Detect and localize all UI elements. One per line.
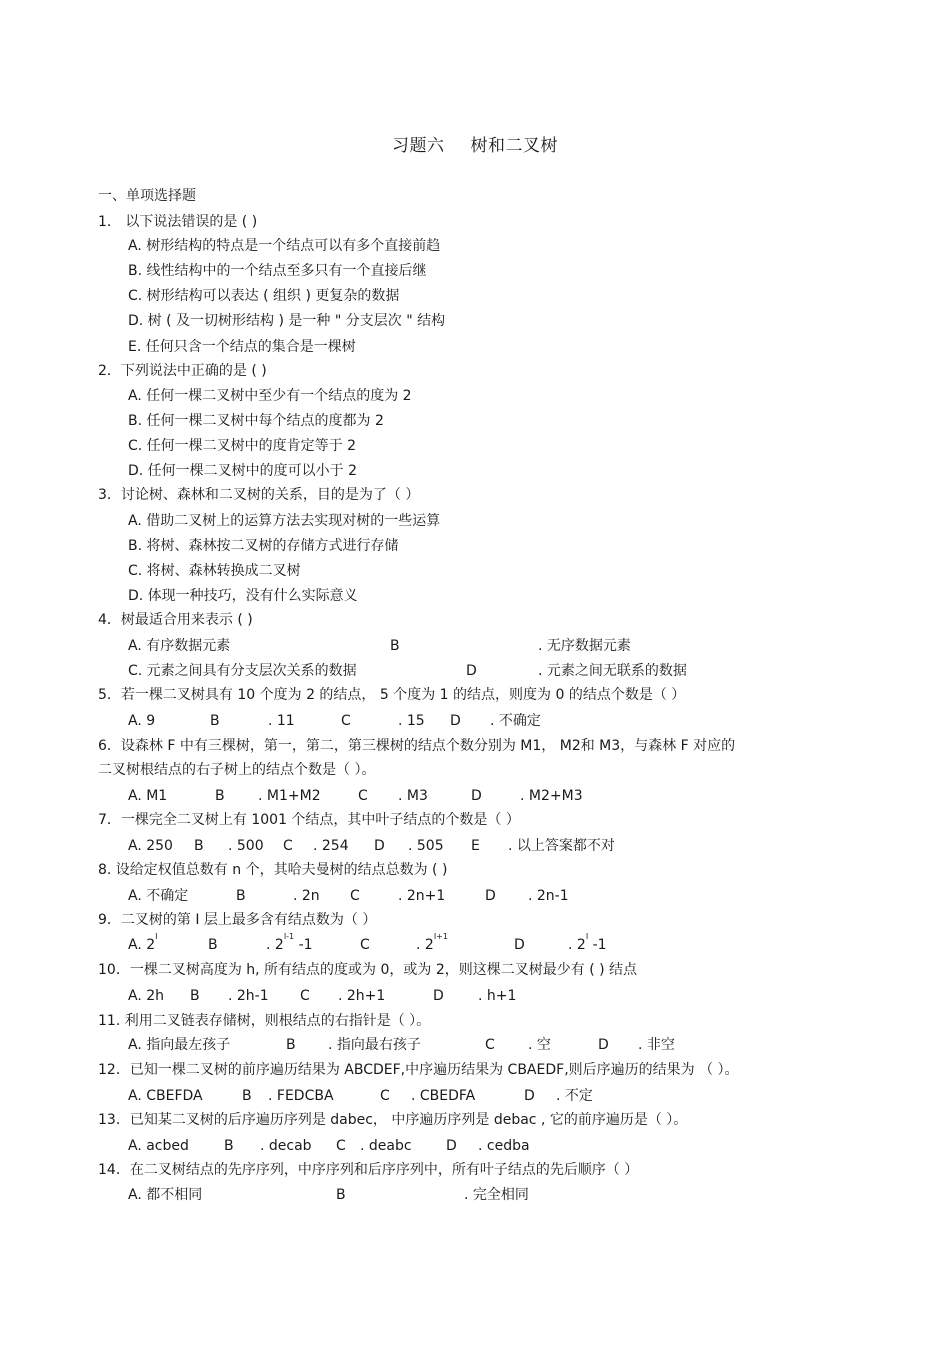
q9-option-c: . $2^{I+1}$	[416, 932, 448, 953]
q14-option-segment: B	[336, 1187, 346, 1203]
q10-option-segment: . 2h+1	[338, 988, 386, 1004]
q10-options-row	[128, 986, 828, 1006]
q6-option-segment: . M3	[398, 788, 428, 804]
q4-option-segment: B	[390, 638, 400, 654]
q1-option-a: A. 树形结构的特点是一个结点可以有多个直接前趋	[128, 238, 441, 254]
question-5-stem: 5．若一棵二叉树具有 10 个度为 2 的结点， 5 个度为 1 的结点，则度为 0 的结点个数是（ ）	[98, 687, 686, 703]
q13-option-segment: A. acbed	[128, 1138, 189, 1154]
q5-option-segment: . 15	[398, 713, 425, 729]
question-1-stem: 1． 以下说法错误的是 ( )	[98, 214, 258, 230]
q13-option-segment: B	[224, 1138, 234, 1154]
q10-option-segment: . h+1	[478, 988, 517, 1004]
q12-option-segment: . FEDCBA	[268, 1088, 334, 1104]
q7-option-segment: . 505	[408, 838, 444, 854]
title-part1: 习题六	[392, 136, 445, 156]
q5-options-row	[128, 711, 828, 731]
question-12-stem: 12．已知一棵二叉树的前序遍历结果为 ABCDEF,中序遍历结果为 CBAEDF,则后序遍历的结果为 （ ）。	[98, 1062, 739, 1078]
q12-option-segment: C	[380, 1088, 390, 1104]
q2-option-c: C. 任何一棵二叉树中的度肯定等于 2	[128, 438, 357, 454]
q7-option-segment: E	[471, 838, 480, 854]
question-11-stem: 11. 利用二叉链表存储树，则根结点的右指针是（ ）。	[98, 1013, 431, 1029]
q5-option-segment: D	[450, 713, 461, 729]
q11-option-segment: A. 指向最左孩子	[128, 1037, 231, 1053]
q2-option-d: D. 任何一棵二叉树中的度可以小于 2	[128, 463, 358, 479]
q2-option-a: A. 任何一棵二叉树中至少有一个结点的度为 2	[128, 388, 412, 404]
q6-option-segment: B	[215, 788, 225, 804]
page-title	[0, 131, 950, 156]
q4-option-segment: A. 有序数据元素	[128, 638, 231, 654]
question-4-stem: 4．树最适合用来表示 ( )	[98, 612, 253, 628]
q8-option-segment: . 2n	[293, 888, 320, 904]
q7-option-segment: C	[283, 838, 293, 854]
question-6-stem-cont: 二叉树根结点的右子树上的结点个数是（ ）。	[98, 762, 376, 778]
q1-option-c: C. 树形结构可以表达 ( 组织 ) 更复杂的数据	[128, 288, 400, 304]
q7-option-segment: D	[374, 838, 385, 854]
q13-option-segment: D	[446, 1138, 457, 1154]
q1-option-b: B. 线性结构中的一个结点至多只有一个直接后继	[128, 263, 427, 279]
q7-option-segment: B	[194, 838, 204, 854]
q14-option-segment: A. 都不相同	[128, 1187, 203, 1203]
q7-option-segment: . 以上答案都不对	[508, 838, 615, 854]
q14-options-row	[128, 1185, 828, 1205]
q3-option-b: B. 将树、森林按二叉树的存储方式进行存储	[128, 538, 399, 554]
q3-option-a: A. 借助二叉树上的运算方法去实现对树的一些运算	[128, 513, 441, 529]
question-10-stem: 10．一棵二叉树高度为 h, 所有结点的度或为 0，或为 2，则这棵二叉树最少有 ( ) 结点	[98, 962, 638, 978]
q11-option-segment: D	[598, 1037, 609, 1053]
q3-option-c: C. 将树、森林转换成二叉树	[128, 563, 301, 579]
q10-option-segment: . 2h-1	[228, 988, 269, 1004]
question-8-stem: 8. 设给定权值总数有 n 个，其哈夫曼树的结点总数为 ( )	[98, 862, 448, 878]
q11-options-row	[128, 1035, 828, 1055]
q4-option-segment: C. 元素之间具有分支层次关系的数据	[128, 663, 357, 679]
q4-option-segment: D	[466, 663, 477, 679]
q10-option-segment: C	[300, 988, 310, 1004]
q8-option-segment: B	[236, 888, 246, 904]
q6-option-segment: D	[471, 788, 482, 804]
q9-label-d: D	[514, 937, 525, 953]
q13-option-segment: C	[336, 1138, 346, 1154]
q8-option-segment: C	[350, 888, 360, 904]
q13-option-segment: . deabc	[360, 1138, 412, 1154]
q7-options-row	[128, 836, 828, 856]
q7-option-segment: A. 250	[128, 838, 173, 854]
q11-option-segment: B	[286, 1037, 296, 1053]
q3-option-d: D. 体现一种技巧，没有什么实际意义	[128, 588, 358, 604]
question-2-stem: 2．下列说法中正确的是 ( )	[98, 363, 267, 379]
q7-option-segment: . 254	[313, 838, 349, 854]
q6-option-segment: . M2+M3	[520, 788, 583, 804]
question-3-stem: 3．讨论树、森林和二叉树的关系，目的是为了（ ）	[98, 487, 420, 503]
section-heading: 一、单项选择题	[98, 188, 196, 204]
q9-label-c: C	[360, 937, 370, 953]
q9-option-b: . $2^{I-1}$ -1	[266, 932, 313, 953]
q8-option-segment: A. 不确定	[128, 888, 189, 904]
q8-options-row	[128, 886, 828, 906]
q11-option-segment: . 非空	[638, 1037, 675, 1053]
q12-option-segment: B	[242, 1088, 252, 1104]
q10-option-segment: A. 2h	[128, 988, 165, 1004]
q12-option-segment: . 不定	[556, 1088, 593, 1104]
q10-option-segment: D	[433, 988, 444, 1004]
q5-option-segment: C	[341, 713, 351, 729]
q6-option-segment: . M1+M2	[258, 788, 321, 804]
q5-option-segment: . 11	[268, 713, 295, 729]
q13-options-row	[128, 1136, 828, 1156]
question-7-stem: 7．一棵完全二叉树上有 1001 个结点，其中叶子结点的个数是（ ）	[98, 812, 520, 828]
q10-option-segment: B	[190, 988, 200, 1004]
q2-option-b: B. 任何一棵二叉树中每个结点的度都为 2	[128, 413, 384, 429]
q5-option-segment: B	[210, 713, 220, 729]
q4-option-segment: . 元素之间无联系的数据	[538, 663, 687, 679]
q12-option-segment: D	[524, 1088, 535, 1104]
q5-option-segment: . 不确定	[490, 713, 541, 729]
q6-option-segment: C	[358, 788, 368, 804]
q11-option-segment: . 空	[528, 1037, 551, 1053]
q9-option-d: . $2^I$ -1	[568, 932, 607, 953]
q4-options-row-2	[128, 661, 828, 681]
q8-option-segment: . 2n+1	[398, 888, 446, 904]
q1-option-e: E. 任何只含一个结点的集合是一棵树	[128, 339, 356, 355]
q4-option-segment: . 无序数据元素	[538, 638, 631, 654]
q14-option-segment: . 完全相同	[464, 1187, 529, 1203]
q8-option-segment: . 2n-1	[528, 888, 569, 904]
q11-option-segment: . 指向最右孩子	[328, 1037, 421, 1053]
q13-option-segment: . decab	[260, 1138, 312, 1154]
question-9-stem: 9．二叉树的第 I 层上最多含有结点数为（ ）	[98, 912, 377, 928]
q7-option-segment: . 500	[228, 838, 264, 854]
q9-option-a: A. $2^I$	[128, 932, 158, 953]
q13-option-segment: . cedba	[478, 1138, 530, 1154]
q5-option-segment: A. 9	[128, 713, 156, 729]
q12-options-row	[128, 1086, 828, 1106]
q8-option-segment: D	[485, 888, 496, 904]
q12-option-segment: A. CBEFDA	[128, 1088, 203, 1104]
question-6-stem: 6．设森林 F 中有三棵树，第一，第二，第三棵树的结点个数分别为 M1， M2和 M3，与森林 F 对应的	[98, 738, 736, 754]
q4-options-row-1	[128, 636, 828, 656]
q12-option-segment: . CBEDFA	[411, 1088, 476, 1104]
q11-option-segment: C	[485, 1037, 495, 1053]
question-14-stem: 14．在二叉树结点的先序序列，中序序列和后序序列中，所有叶子结点的先后顺序（ ）	[98, 1162, 639, 1178]
q6-options-row	[128, 786, 828, 806]
q9-options-row	[128, 932, 688, 955]
q1-option-d: D. 树 ( 及一切树形结构 ) 是一种 " 分支层次 " 结构	[128, 313, 446, 329]
q9-label-b: B	[208, 937, 218, 953]
title-part2: 树和二叉树	[470, 136, 558, 156]
q6-option-segment: A. M1	[128, 788, 168, 804]
question-13-stem: 13．已知某二叉树的后序遍历序列是 dabec， 中序遍历序列是 debac , 它的前序遍历是（ ）。	[98, 1112, 688, 1128]
